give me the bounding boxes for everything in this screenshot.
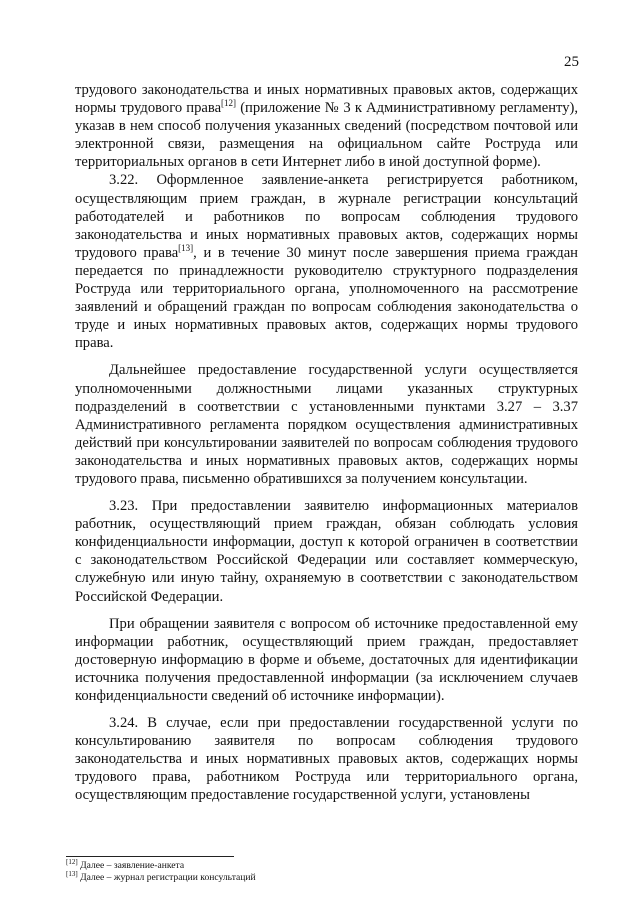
- footnotes: [66, 856, 446, 884]
- paragraph-text: 3.23. При предоставлении заявителю информационных материалов работник, осуществляющий прием граждан, обязан соблюдать условия конфиденциальности информации, доступ к которой ограничен в соответствии с законодательством Российской Федерации или составляет коммерческую, служебную или иную тайну, охраняемую в соответствии с законодательством Российской Федерации.: [75, 498, 578, 605]
- footnote-13: [66, 869, 446, 884]
- paragraph-3-22: [75, 171, 578, 352]
- paragraph-text: (приложение № 3 к Административному регламенту), указав в нем способ получения указанных сведений (посредством почтовой или электронной связи, размещения на официальном сайте Роструда или территориальных органов в сети Интернет либо в иной доступной форме).: [75, 100, 578, 171]
- footnote-text: Далее – заявление-анкета: [77, 860, 185, 871]
- paragraph-text: трудового законодательства и иных нормативных правовых актов, содержащих нормы трудового права: [75, 82, 578, 117]
- paragraph-3-24: [75, 714, 578, 804]
- paragraph-source-info: [75, 615, 578, 705]
- paragraph-3-23: [75, 497, 578, 606]
- footnote-divider: [66, 856, 234, 857]
- paragraph-1: [75, 81, 578, 171]
- paragraph-text: , и в течение 30 минут после завершения приема граждан передается по принадлежности руководителю структурного подразделения Роструда или территориального органа, уполномоченного на рассмотрение заявлений и обращений граждан по вопросам соблюдения законодательства о труде и иных нормативных правовых актов, содержащих нормы трудового права.: [75, 244, 578, 352]
- footnote-mark: [13]: [66, 869, 78, 878]
- footnote-ref: [13]: [178, 242, 194, 253]
- body-text: [75, 81, 578, 805]
- footnote-text: Далее – журнал регистрации консультаций: [77, 872, 256, 883]
- footnote-mark: [12]: [66, 857, 78, 866]
- page-number: 25: [564, 54, 579, 70]
- paragraph-text: Дальнейшее предоставление государственной услуги осуществляется уполномоченными должностными лицами указанных структурных подразделений в соответствии с установленными пунктами 3.27 – 3.37 Административного регламента порядком осуществления административных действий при консультировании заявителей по вопросам соблюдения трудового законодательства и иных нормативных правовых актов, содержащих нормы трудового права, письменно обратившихся за получением консультации.: [75, 362, 578, 487]
- footnote-ref: [12]: [221, 98, 237, 109]
- paragraph-text: 3.22. Оформленное заявление-анкета регистрируется работником, осуществляющим прием граждан, в журнале регистрации консультаций работодателей и работников по вопросам соблюдения трудового законодательства и иных нормативных правовых актов, содержащих нормы трудового права: [75, 172, 578, 261]
- paragraph-text: При обращении заявителя с вопросом об источнике предоставленной ему информации работник, осуществляющий прием граждан, предоставляет достоверную информацию в форме и объеме, достаточных для идентификации источника получения предоставленной информации (за исключением случаев конфиденциальности сведений об источнике информации).: [75, 615, 578, 704]
- paragraph-further-provision: [75, 361, 578, 488]
- footnote-12: [66, 857, 446, 872]
- paragraph-text: 3.24. В случае, если при предоставлении государственной услуги по консультированию заявителя по вопросам соблюдения трудового законодательства и иных нормативных правовых актов, содержащих нормы трудового права, работником Роструда или территориального органа, осуществляющим предоставление государственной услуги, установлены: [75, 715, 578, 804]
